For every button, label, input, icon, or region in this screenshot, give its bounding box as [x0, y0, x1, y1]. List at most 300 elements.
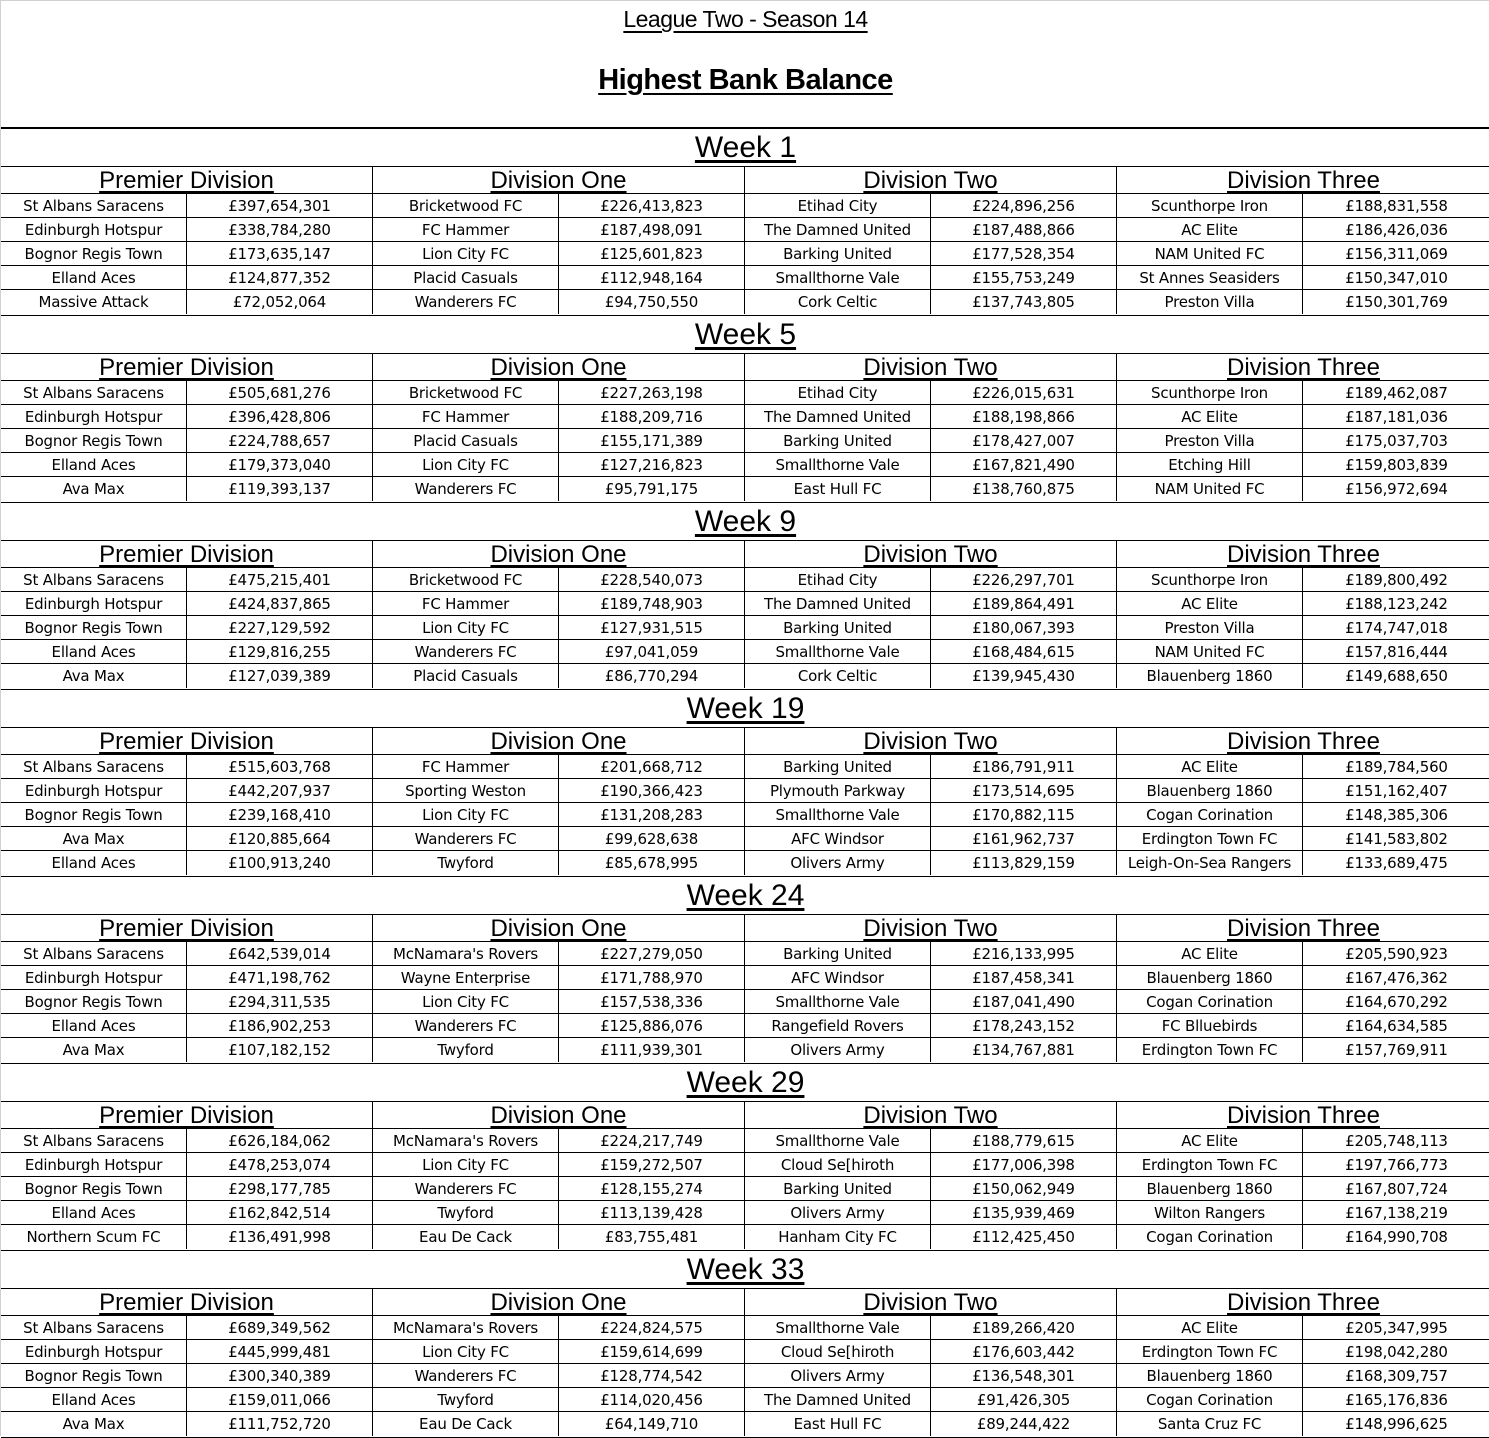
division-header-text: Division One — [490, 354, 627, 381]
bank-balance-cell: £100,913,240 — [187, 851, 373, 875]
club-name-cell: NAM United FC — [1117, 477, 1303, 501]
bank-balance-cell: £91,426,305 — [931, 1388, 1117, 1411]
bank-balance-cell: £124,877,352 — [187, 266, 373, 289]
division-header-text: Premier Division — [99, 354, 274, 381]
club-name-cell: Blauenberg 1860 — [1117, 966, 1303, 989]
bank-balance-cell: £139,945,430 — [931, 664, 1117, 688]
bank-balance-cell: £94,750,550 — [559, 290, 745, 314]
club-name-cell: NAM United FC — [1117, 640, 1303, 663]
page-title — [1, 64, 1489, 97]
division-header — [1, 167, 373, 195]
bank-balance-cell: £188,831,558 — [1345, 197, 1448, 215]
club-name-cell: Northern Scum FC — [1, 1225, 187, 1249]
division-header-text: Premier Division — [99, 728, 274, 755]
club-name-cell: Elland Aces — [1, 1388, 187, 1411]
week-block — [1, 1064, 1489, 1251]
club-name-cell: Edinburgh Hotspur — [1, 779, 187, 802]
club-name-cell: Sporting Weston — [373, 779, 559, 802]
bank-balance-cell: £95,791,175 — [559, 477, 745, 501]
club-name-cell: Lion City FC — [373, 1340, 559, 1363]
week-title-text: Week 1 — [694, 131, 797, 164]
club-name-cell: AFC Windsor — [745, 966, 931, 989]
club-name-cell: AC Elite — [1117, 592, 1303, 615]
division-header-text: Premier Division — [99, 541, 274, 568]
club-name-cell: Ava Max — [1, 477, 187, 501]
club-name-cell: FC Hammer — [373, 755, 559, 778]
bank-balance-cell: £127,039,389 — [187, 664, 373, 688]
bank-balance-cell: £189,864,491 — [931, 592, 1117, 615]
bank-balance-cell: £120,885,664 — [187, 827, 373, 850]
division-header — [373, 915, 745, 943]
club-name-cell: Barking United — [745, 429, 931, 452]
week-title — [1, 503, 1489, 541]
club-name-cell: Olivers Army — [745, 1038, 931, 1062]
week-title — [1, 316, 1489, 354]
club-name-cell: Edinburgh Hotspur — [1, 1340, 187, 1363]
table-row — [1, 1014, 1489, 1038]
club-name-cell: Olivers Army — [745, 1364, 931, 1387]
bank-balance-cell: £197,766,773 — [1345, 1156, 1448, 1174]
club-name-cell: St Albans Saracens — [1, 194, 187, 217]
bank-balance-cell: £187,181,036 — [1345, 408, 1448, 426]
bank-balance-cell: £128,774,542 — [559, 1364, 745, 1387]
club-name-cell: Smallthorne Vale — [745, 266, 931, 289]
division-header-text: Premier Division — [99, 1102, 274, 1129]
club-name-cell: FC Hammer — [373, 405, 559, 428]
division-header-text: Division Two — [863, 1289, 998, 1316]
bank-balance-cell: £156,972,694 — [1345, 480, 1448, 498]
bank-balance-cell: £188,209,716 — [559, 405, 745, 428]
bank-balance-cell: £164,990,708 — [1345, 1228, 1448, 1246]
division-header-text: Division Three — [1227, 728, 1380, 755]
bank-balance-cell: £167,821,490 — [931, 453, 1117, 476]
bank-balance-cell: £157,769,911 — [1345, 1041, 1448, 1059]
bank-balance-cell: £125,886,076 — [559, 1014, 745, 1037]
bank-balance-cell: £178,427,007 — [931, 429, 1117, 452]
bank-balance-cell: £179,373,040 — [187, 453, 373, 476]
title-area — [1, 1, 1489, 127]
bank-balance-cell: £129,816,255 — [187, 640, 373, 663]
bank-balance-cell: £424,837,865 — [187, 592, 373, 615]
bank-balance-cell: £189,800,492 — [1345, 571, 1448, 589]
table-row — [1, 966, 1489, 990]
club-name-cell: St Annes Seasiders — [1117, 266, 1303, 289]
club-name-cell: Cloud Se[hiroth — [745, 1340, 931, 1363]
club-name-cell: East Hull FC — [745, 1412, 931, 1436]
club-name-cell: Etihad City — [745, 568, 931, 591]
club-name-cell: Bognor Regis Town — [1, 429, 187, 452]
table-row — [1, 803, 1489, 827]
week-title-text: Week 19 — [686, 692, 805, 725]
bank-balance-cell: £148,385,306 — [1345, 806, 1448, 824]
week-title — [1, 1064, 1489, 1102]
club-name-cell: Bognor Regis Town — [1, 990, 187, 1013]
bank-balance-cell: £227,279,050 — [559, 942, 745, 965]
club-name-cell: AC Elite — [1117, 1129, 1303, 1152]
club-name-cell: Cogan Corination — [1117, 1225, 1303, 1249]
club-name-cell: Cork Celtic — [745, 664, 931, 688]
week-title-text: Week 24 — [686, 879, 805, 912]
club-name-cell: Preston Villa — [1117, 616, 1303, 639]
division-header-text: Division One — [490, 1102, 627, 1129]
table-row — [1, 1412, 1489, 1436]
club-name-cell: Barking United — [745, 616, 931, 639]
club-name-cell: Smallthorne Vale — [745, 1129, 931, 1152]
league-subtitle — [1, 6, 1489, 33]
club-name-cell: Placid Casuals — [373, 429, 559, 452]
division-header-text: Division Three — [1227, 915, 1380, 942]
club-name-cell: Elland Aces — [1, 851, 187, 875]
bank-balance-cell: £226,413,823 — [559, 194, 745, 217]
division-header — [745, 167, 1117, 195]
club-name-cell: Ava Max — [1, 827, 187, 850]
bank-balance-cell: £127,216,823 — [559, 453, 745, 476]
bank-balance-cell: £137,743,805 — [931, 290, 1117, 314]
division-header-row — [1, 541, 1489, 568]
club-name-cell: Ava Max — [1, 1038, 187, 1062]
division-header — [1, 541, 373, 569]
division-header — [373, 167, 745, 195]
bank-balance-cell: £127,931,515 — [559, 616, 745, 639]
division-header-text: Division Two — [863, 167, 998, 194]
club-name-cell: Massive Attack — [1, 290, 187, 314]
table-row — [1, 990, 1489, 1014]
division-header-text: Division Three — [1227, 1289, 1380, 1316]
club-name-cell: FC Hammer — [373, 592, 559, 615]
club-name-cell: Barking United — [745, 942, 931, 965]
division-header — [1117, 167, 1489, 195]
club-name-cell: McNamara's Rovers — [373, 1316, 559, 1339]
table-row — [1, 1153, 1489, 1177]
bank-balance-cell: £89,244,422 — [931, 1412, 1117, 1436]
weeks-container — [1, 127, 1489, 1438]
division-header-text: Division Three — [1227, 167, 1380, 194]
table-row — [1, 453, 1489, 477]
bank-balance-cell: £164,634,585 — [1345, 1017, 1448, 1035]
bank-balance-cell: £157,816,444 — [1345, 643, 1448, 661]
bank-balance-cell: £173,635,147 — [187, 242, 373, 265]
week-block — [1, 503, 1489, 690]
bank-balance-cell: £86,770,294 — [559, 664, 745, 688]
club-name-cell: Bognor Regis Town — [1, 242, 187, 265]
bank-balance-cell: £198,042,280 — [1345, 1343, 1448, 1361]
bank-balance-cell: £136,548,301 — [931, 1364, 1117, 1387]
table-row — [1, 194, 1489, 218]
bank-balance-cell: £186,426,036 — [1345, 221, 1448, 239]
division-header — [1, 915, 373, 943]
division-header-text: Division One — [490, 1289, 627, 1316]
club-name-cell: Hanham City FC — [745, 1225, 931, 1249]
club-name-cell: NAM United FC — [1117, 242, 1303, 265]
bank-balance-cell: £178,243,152 — [931, 1014, 1117, 1037]
table-row — [1, 1225, 1489, 1249]
bank-balance-cell: £133,689,475 — [1345, 854, 1448, 872]
division-header-text: Division One — [490, 728, 627, 755]
bank-balance-cell: £119,393,137 — [187, 477, 373, 501]
club-name-cell: Twyford — [373, 1201, 559, 1224]
division-header-text: Division Three — [1227, 541, 1380, 568]
bank-balance-cell: £177,006,398 — [931, 1153, 1117, 1176]
club-name-cell: Olivers Army — [745, 1201, 931, 1224]
bank-balance-cell: £226,015,631 — [931, 381, 1117, 404]
bank-balance-cell: £112,425,450 — [931, 1225, 1117, 1249]
bank-balance-cell: £239,168,410 — [187, 803, 373, 826]
bank-balance-cell: £226,297,701 — [931, 568, 1117, 591]
club-name-cell: The Damned United — [745, 592, 931, 615]
bank-balance-cell: £157,538,336 — [559, 990, 745, 1013]
week-title — [1, 129, 1489, 167]
table-row — [1, 827, 1489, 851]
table-row — [1, 1201, 1489, 1225]
division-header — [745, 541, 1117, 569]
club-name-cell: Barking United — [745, 755, 931, 778]
division-header-text: Division Three — [1227, 354, 1380, 381]
division-header — [1117, 354, 1489, 382]
club-name-cell: Scunthorpe Iron — [1117, 194, 1303, 217]
bank-balance-cell: £150,347,010 — [1345, 269, 1448, 287]
table-row — [1, 1316, 1489, 1340]
table-row — [1, 266, 1489, 290]
bank-balance-cell: £159,803,839 — [1345, 456, 1448, 474]
bank-balance-cell: £83,755,481 — [559, 1225, 745, 1249]
bank-balance-cell: £173,514,695 — [931, 779, 1117, 802]
table-row — [1, 381, 1489, 405]
table-row — [1, 429, 1489, 453]
club-name-cell: Bognor Regis Town — [1, 1364, 187, 1387]
club-name-cell: Twyford — [373, 851, 559, 875]
bank-balance-cell: £442,207,937 — [187, 779, 373, 802]
club-name-cell: Blauenberg 1860 — [1117, 1364, 1303, 1387]
club-name-cell: Elland Aces — [1, 640, 187, 663]
club-name-cell: Wanderers FC — [373, 477, 559, 501]
bank-balance-cell: £149,688,650 — [1345, 667, 1448, 685]
week-title-text: Week 29 — [686, 1066, 805, 1099]
bank-balance-cell: £201,668,712 — [559, 755, 745, 778]
bank-balance-cell: £478,253,074 — [187, 1153, 373, 1176]
club-name-cell: Barking United — [745, 242, 931, 265]
week-block — [1, 129, 1489, 316]
club-name-cell: AC Elite — [1117, 218, 1303, 241]
club-name-cell: Wayne Enterprise — [373, 966, 559, 989]
club-name-cell: The Damned United — [745, 405, 931, 428]
club-name-cell: Lion City FC — [373, 453, 559, 476]
bank-balance-cell: £161,962,737 — [931, 827, 1117, 850]
club-name-cell: Etihad City — [745, 194, 931, 217]
division-header — [745, 915, 1117, 943]
club-name-cell: Elland Aces — [1, 453, 187, 476]
bank-balance-cell: £300,340,389 — [187, 1364, 373, 1387]
division-header — [745, 1289, 1117, 1317]
bank-balance-cell: £113,139,428 — [559, 1201, 745, 1224]
bank-balance-cell: £177,528,354 — [931, 242, 1117, 265]
division-header-row — [1, 167, 1489, 194]
bank-balance-cell: £174,747,018 — [1345, 619, 1448, 637]
bank-balance-cell: £155,753,249 — [931, 266, 1117, 289]
bank-balance-cell: £187,498,091 — [559, 218, 745, 241]
bank-balance-cell: £224,788,657 — [187, 429, 373, 452]
club-name-cell: St Albans Saracens — [1, 568, 187, 591]
club-name-cell: Ava Max — [1, 664, 187, 688]
bank-balance-cell: £396,428,806 — [187, 405, 373, 428]
club-name-cell: Blauenberg 1860 — [1117, 664, 1303, 688]
week-title-text: Week 5 — [694, 318, 797, 351]
bank-balance-cell: £189,462,087 — [1345, 384, 1448, 402]
club-name-cell: Edinburgh Hotspur — [1, 966, 187, 989]
bank-balance-cell: £168,309,757 — [1345, 1367, 1448, 1385]
club-name-cell: Cloud Se[hiroth — [745, 1153, 931, 1176]
bank-balance-cell: £227,129,592 — [187, 616, 373, 639]
club-name-cell: McNamara's Rovers — [373, 942, 559, 965]
division-header — [1, 1102, 373, 1130]
bank-balance-cell: £190,366,423 — [559, 779, 745, 802]
division-header — [373, 728, 745, 756]
club-name-cell: St Albans Saracens — [1, 1129, 187, 1152]
division-header-text: Division One — [490, 541, 627, 568]
club-name-cell: Smallthorne Vale — [745, 803, 931, 826]
bank-balance-cell: £224,896,256 — [931, 194, 1117, 217]
table-row — [1, 664, 1489, 688]
bank-balance-cell: £134,767,881 — [931, 1038, 1117, 1062]
bank-balance-cell: £205,347,995 — [1345, 1319, 1448, 1337]
club-name-cell: Barking United — [745, 1177, 931, 1200]
table-row — [1, 1340, 1489, 1364]
week-title-text: Week 9 — [694, 505, 797, 538]
table-row — [1, 218, 1489, 242]
club-name-cell: Etihad City — [745, 381, 931, 404]
week-title — [1, 690, 1489, 728]
table-row — [1, 592, 1489, 616]
club-name-cell: Lion City FC — [373, 990, 559, 1013]
club-name-cell: Wanderers FC — [373, 640, 559, 663]
week-block — [1, 316, 1489, 503]
table-row — [1, 405, 1489, 429]
club-name-cell: FC Hammer — [373, 218, 559, 241]
club-name-cell: Wanderers FC — [373, 290, 559, 314]
bank-balance-cell: £150,062,949 — [931, 1177, 1117, 1200]
bank-balance-cell: £164,670,292 — [1345, 993, 1448, 1011]
bank-balance-cell: £515,603,768 — [187, 755, 373, 778]
bank-balance-cell: £294,311,535 — [187, 990, 373, 1013]
bank-balance-cell: £167,138,219 — [1345, 1204, 1448, 1222]
bank-balance-cell: £642,539,014 — [187, 942, 373, 965]
bank-balance-cell: £175,037,703 — [1345, 432, 1448, 450]
bank-balance-cell: £626,184,062 — [187, 1129, 373, 1152]
bank-balance-cell: £189,784,560 — [1345, 758, 1448, 776]
division-header — [1, 1289, 373, 1317]
division-header — [745, 728, 1117, 756]
division-header-text: Division Two — [863, 728, 998, 755]
bank-balance-cell: £189,266,420 — [931, 1316, 1117, 1339]
week-title-text: Week 33 — [686, 1253, 805, 1286]
club-name-cell: Erdington Town FC — [1117, 1038, 1303, 1062]
bank-balance-cell: £85,678,995 — [559, 851, 745, 875]
division-header — [1117, 541, 1489, 569]
table-row — [1, 477, 1489, 501]
bank-balance-cell: £298,177,785 — [187, 1177, 373, 1200]
bank-balance-cell: £186,902,253 — [187, 1014, 373, 1037]
bank-balance-cell: £689,349,562 — [187, 1316, 373, 1339]
bank-balance-cell: £471,198,762 — [187, 966, 373, 989]
club-name-cell: Eau De Cack — [373, 1225, 559, 1249]
club-name-cell: Bricketwood FC — [373, 194, 559, 217]
bank-balance-cell: £205,748,113 — [1345, 1132, 1448, 1150]
bank-balance-cell: £64,149,710 — [559, 1412, 745, 1436]
division-header-text: Premier Division — [99, 1289, 274, 1316]
week-block — [1, 690, 1489, 877]
table-row — [1, 942, 1489, 966]
bank-balance-cell: £188,198,866 — [931, 405, 1117, 428]
bank-balance-cell: £167,807,724 — [1345, 1180, 1448, 1198]
table-row — [1, 1177, 1489, 1201]
bank-balance-cell: £228,540,073 — [559, 568, 745, 591]
table-row — [1, 242, 1489, 266]
club-name-cell: Wanderers FC — [373, 1014, 559, 1037]
club-name-cell: Wanderers FC — [373, 827, 559, 850]
bank-balance-cell: £216,133,995 — [931, 942, 1117, 965]
division-header — [373, 1102, 745, 1130]
club-name-cell: AFC Windsor — [745, 827, 931, 850]
division-header — [1, 728, 373, 756]
division-header — [745, 1102, 1117, 1130]
club-name-cell: AC Elite — [1117, 942, 1303, 965]
division-header-text: Premier Division — [99, 915, 274, 942]
bank-balance-cell: £159,614,699 — [559, 1340, 745, 1363]
club-name-cell: Scunthorpe Iron — [1117, 381, 1303, 404]
league-subtitle-text: League Two - Season 14 — [623, 6, 868, 32]
bank-balance-cell: £99,628,638 — [559, 827, 745, 850]
club-name-cell: The Damned United — [745, 218, 931, 241]
division-header-text: Division Two — [863, 915, 998, 942]
club-name-cell: St Albans Saracens — [1, 1316, 187, 1339]
table-row — [1, 616, 1489, 640]
bank-balance-cell: £113,829,159 — [931, 851, 1117, 875]
table-row — [1, 755, 1489, 779]
table-row — [1, 640, 1489, 664]
club-name-cell: Bricketwood FC — [373, 381, 559, 404]
table-row — [1, 1388, 1489, 1412]
club-name-cell: Preston Villa — [1117, 429, 1303, 452]
bank-balance-cell: £125,601,823 — [559, 242, 745, 265]
bank-balance-cell: £128,155,274 — [559, 1177, 745, 1200]
division-header-row — [1, 1289, 1489, 1316]
division-header-text: Division Two — [863, 354, 998, 381]
division-header — [1, 354, 373, 382]
club-name-cell: Lion City FC — [373, 616, 559, 639]
bank-balance-cell: £397,654,301 — [187, 194, 373, 217]
bank-balance-cell: £111,939,301 — [559, 1038, 745, 1062]
bank-balance-cell: £159,272,507 — [559, 1153, 745, 1176]
club-name-cell: McNamara's Rovers — [373, 1129, 559, 1152]
bank-balance-cell: £155,171,389 — [559, 429, 745, 452]
bank-balance-cell: £224,217,749 — [559, 1129, 745, 1152]
club-name-cell: Smallthorne Vale — [745, 990, 931, 1013]
bank-balance-cell: £338,784,280 — [187, 218, 373, 241]
club-name-cell: Olivers Army — [745, 851, 931, 875]
division-header-row — [1, 354, 1489, 381]
bank-balance-cell: £180,067,393 — [931, 616, 1117, 639]
bank-balance-cell: £131,208,283 — [559, 803, 745, 826]
club-name-cell: Plymouth Parkway — [745, 779, 931, 802]
club-name-cell: Lion City FC — [373, 803, 559, 826]
club-name-cell: Rangefield Rovers — [745, 1014, 931, 1037]
division-header-row — [1, 728, 1489, 755]
club-name-cell: Placid Casuals — [373, 664, 559, 688]
club-name-cell: Edinburgh Hotspur — [1, 1153, 187, 1176]
bank-balance-cell: £150,301,769 — [1345, 293, 1448, 311]
bank-balance-cell: £187,041,490 — [931, 990, 1117, 1013]
table-row — [1, 1129, 1489, 1153]
club-name-cell: Bognor Regis Town — [1, 616, 187, 639]
